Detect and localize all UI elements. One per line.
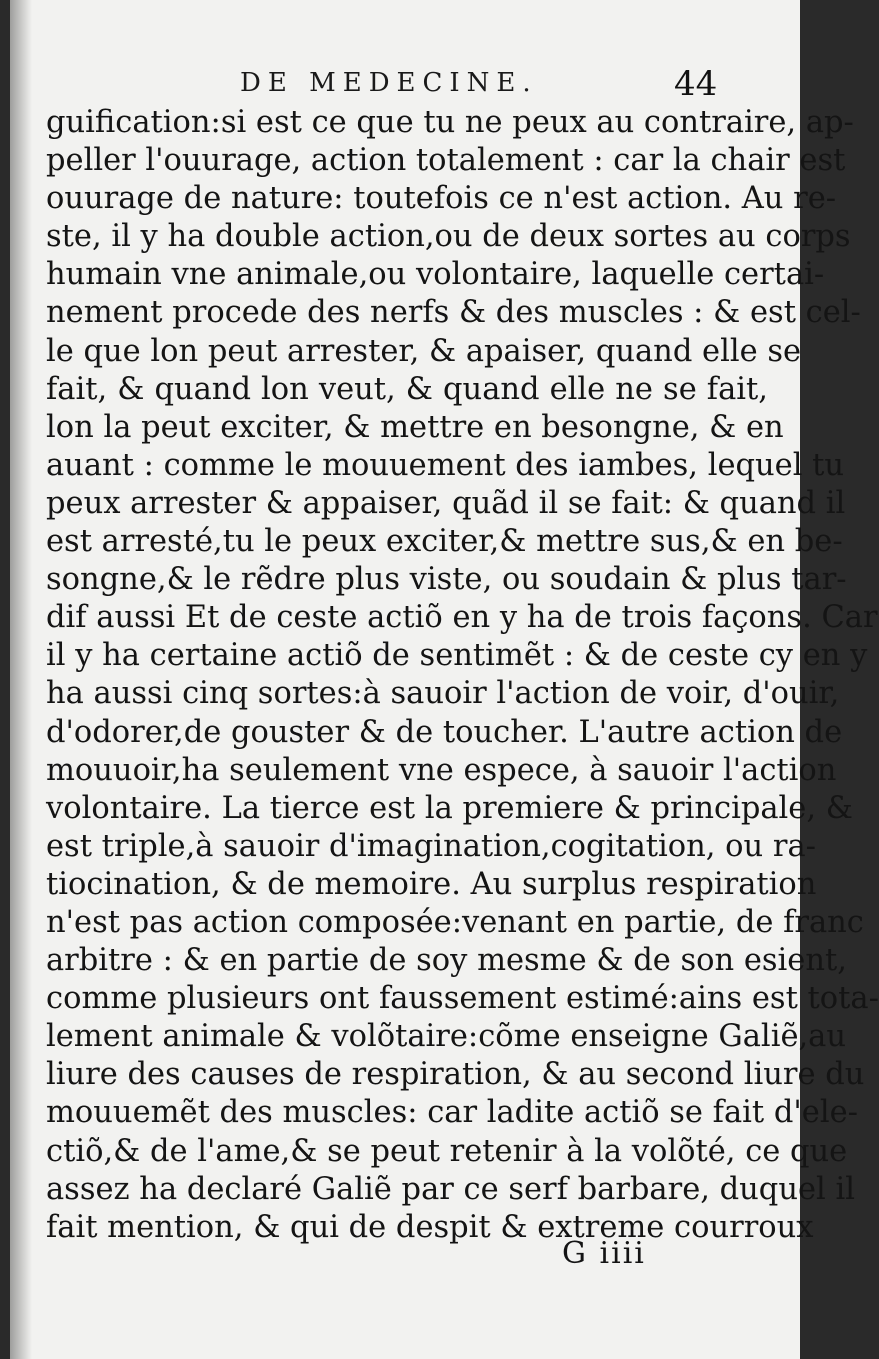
- text-line: peux arrester & appaiser, quãd il se fait: & quand il: [46, 485, 846, 521]
- text-line: volontaire. La tierce est la premiere & principale, &: [46, 790, 853, 826]
- running-head-title: DE MEDECINE.: [240, 68, 538, 98]
- book-page: [10, 0, 879, 1359]
- text-line: auant : comme le mouuement des iambes, lequel tu: [46, 447, 845, 483]
- text-line: lon la peut exciter, & mettre en besongne, & en: [46, 409, 784, 445]
- body-text: [46, 104, 879, 1247]
- text-line: songne,& le rẽdre plus viste, ou soudain & plus tar-: [46, 562, 847, 598]
- text-line: arbitre : & en partie de soy mesme & de son esient,: [46, 943, 847, 979]
- text-line: fait, & quand lon veut, & quand elle ne se fait,: [46, 371, 768, 407]
- text-line: ouurage de nature: toutefois ce n'est action. Au re-: [46, 181, 837, 217]
- text-line: mouuemẽt des muscles: car ladite actiõ se fait d'ele-: [46, 1095, 858, 1131]
- text-line: nement procede des nerfs & des muscles : & est cel-: [46, 295, 861, 331]
- text-line: ste, il y ha double action,ou de deux sortes au corps: [46, 219, 851, 255]
- text-line: guification:si est ce que tu ne peux au contraire, ap-: [46, 105, 854, 140]
- text-line: comme plusieurs ont faussement estimé:ains est tota-: [46, 981, 879, 1017]
- text-line: est triple,à sauoir d'imagination,cogitation, ou ra-: [46, 828, 816, 864]
- text-line: il y ha certaine actiõ de sentimẽt : & de ceste cy en y: [46, 638, 868, 674]
- text-line: le que lon peut arrester, & apaiser, quand elle se: [46, 333, 802, 369]
- text-line: est arresté,tu le peux exciter,& mettre sus,& en be-: [46, 524, 843, 560]
- text-line: d'odorer,de gouster & de toucher. L'autre action de: [46, 714, 843, 750]
- signature-mark: G iiii: [562, 1236, 646, 1271]
- text-line: tiocination, & de memoire. Au surplus respiration: [46, 866, 817, 902]
- text-line: mouuoir,ha seulement vne espece, à sauoir l'action: [46, 752, 837, 788]
- running-head: [10, 62, 800, 102]
- text-line: lement animale & volõtaire:cõme enseigne Galiẽ,au: [46, 1019, 847, 1055]
- text-line: ctiõ,& de l'ame,& se peut retenir à la volõté, ce que: [46, 1133, 848, 1169]
- page-gutter-shadow: [10, 0, 32, 1359]
- page-number: 44: [674, 64, 718, 104]
- text-line: liure des causes de respiration, & au second liure du: [46, 1057, 865, 1093]
- text-line: n'est pas action composée:venant en partie, de franc: [46, 904, 864, 940]
- text-line: peller l'ouurage, action totalement : car la chair est: [46, 143, 846, 179]
- text-line: humain vne animale,ou volontaire, laquelle certai-: [46, 257, 825, 293]
- text-line: ha aussi cinq sortes:à sauoir l'action de voir, d'ouir,: [46, 676, 840, 712]
- text-line: fait mention, & qui de despit & extreme courroux: [46, 1209, 814, 1245]
- text-line: assez ha declaré Galiẽ par ce serf barbare, duquel il: [46, 1171, 855, 1207]
- text-line: dif aussi Et de ceste actiõ en y ha de trois façons. Car: [46, 600, 878, 636]
